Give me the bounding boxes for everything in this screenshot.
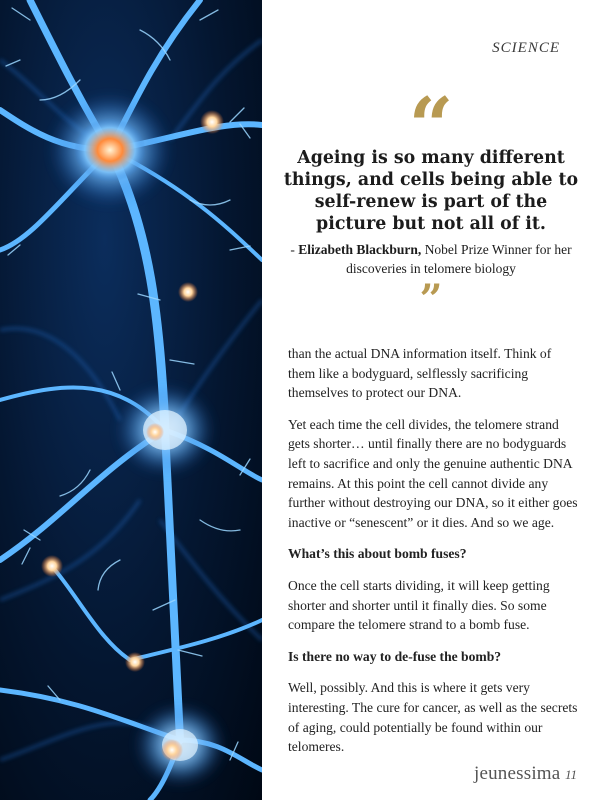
brand-logo: jeunessima <box>474 763 561 784</box>
attribution-prefix: - <box>290 242 299 257</box>
section-heading: What’s this about bomb fuses? <box>288 546 467 562</box>
neuron-illustration <box>0 0 262 800</box>
open-quote-icon: “ <box>408 81 454 172</box>
pull-quote-attribution <box>272 240 590 278</box>
attribution-detail: Nobel Prize Winner for her discoveries in telomere biology <box>346 242 572 276</box>
article-body <box>288 344 578 769</box>
neuron-network-graphic <box>0 0 262 800</box>
body-paragraph: Well, possibly. And this is where it gets very interesting. The cure for cancer, as well as the secrets of aging, could potentially be found within our telomeres. <box>288 680 578 755</box>
page-number: 11 <box>565 767 578 782</box>
article-column <box>262 0 600 800</box>
close-quote-icon: ” <box>419 276 443 323</box>
attribution-name: Elizabeth Blackburn, <box>298 242 422 257</box>
section-heading: Is there no way to de-fuse the bomb? <box>288 648 502 664</box>
body-paragraph: than the actual DNA information itself. Think of them like a bodyguard, selflessly sacrificing themselves to protect our DNA. <box>288 346 552 401</box>
body-paragraph: Yet each time the cell divides, the telomere strand gets shorter… until finally there are no bodyguards left to sacrifice and only the genuine authentic DNA remains. At this point the cell cannot divide any further without destroying our DNA, so it either goes inactive or “senescent” or it dies. And so we age. <box>288 416 578 530</box>
section-label: SCIENCE <box>492 40 560 56</box>
pull-quote-text: Ageing is so many different things, and cells being able to self-renew is part of the picture but not all of it. <box>283 148 579 234</box>
body-paragraph: Once the cell starts dividing, it will keep getting shorter and shorter until it finally dies. So some compare the telomere strand to a bomb fuse. <box>288 577 550 633</box>
